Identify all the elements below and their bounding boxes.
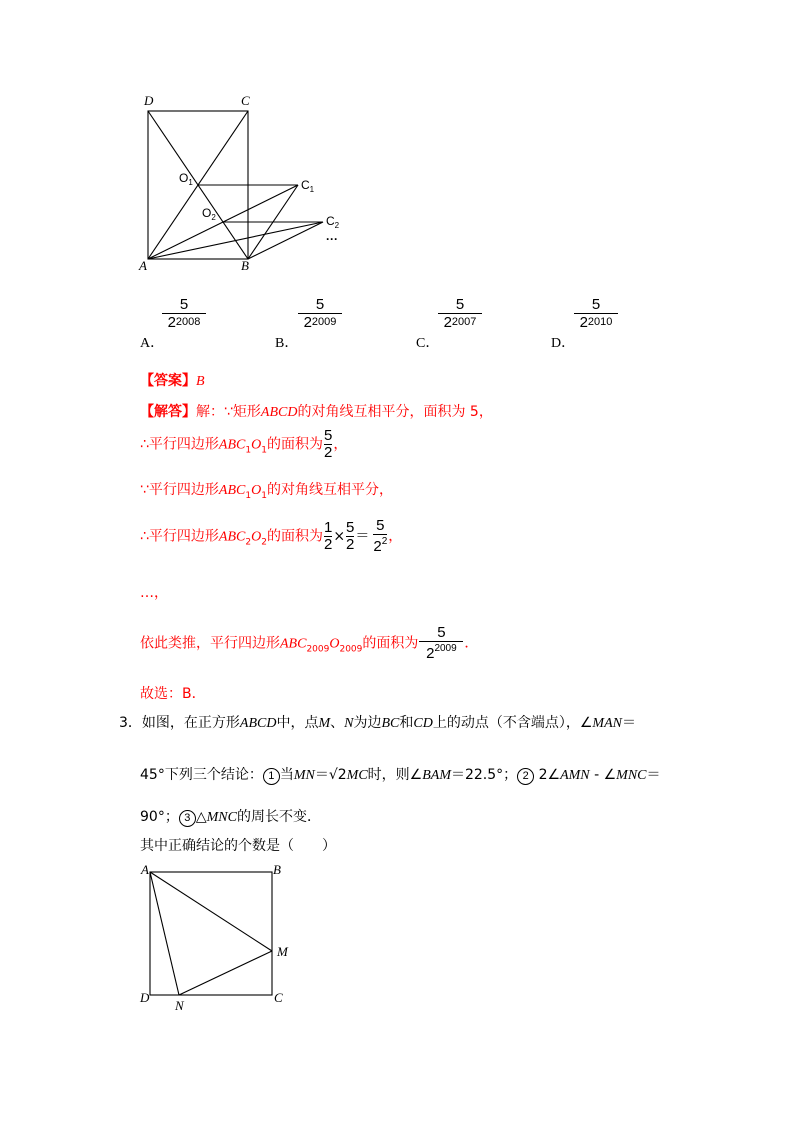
label-A: A bbox=[141, 862, 149, 877]
label-C1: $C_1$ bbox=[301, 178, 315, 194]
analysis-line-1: 【解答】解：∵矩形ABCD的对角线互相平分，面积为 5， bbox=[140, 404, 493, 420]
analysis-line-6: 依此类推，平行四边形$ABC_{2009}O_{2009}$的面积为 $\frac{5}{2^{2009}}$ ． bbox=[140, 624, 479, 662]
analysis-line-2: ∴平行四边形$ABC_1O_1$的面积为 $\frac{5}{2}$ ， bbox=[140, 427, 348, 461]
question-3-line-1: 3．如图，在正方形ABCD中，点M、N为边BC和CD上的动点（不含端点），∠MAN＝ bbox=[119, 715, 636, 731]
label-C2: $C_2$ bbox=[326, 214, 340, 230]
question-3-line-4: 其中正确结论的个数是（ ） bbox=[140, 838, 336, 854]
analysis-line-5: …， bbox=[140, 585, 168, 601]
label-B: B bbox=[273, 862, 281, 877]
option-d-fraction: 5 $2^{2010}$ bbox=[574, 296, 618, 333]
label-C: C bbox=[241, 93, 250, 108]
circled-2-icon: 2 bbox=[517, 768, 534, 785]
figure-rectangle-parallelograms bbox=[130, 88, 360, 278]
label-O2: $O_2$ bbox=[202, 206, 216, 222]
label-C: C bbox=[274, 990, 283, 1005]
analysis-line-3: ∵平行四边形$ABC_1O_1$的对角线互相平分， bbox=[140, 482, 393, 501]
option-d-label[interactable]: D． bbox=[551, 336, 576, 351]
option-b-label[interactable]: B． bbox=[275, 336, 299, 351]
figure-square-abcd bbox=[135, 858, 305, 1018]
circled-1-icon: 1 bbox=[263, 768, 280, 785]
answer-line: 【答案】B bbox=[140, 373, 205, 389]
question-3-line-3: 90°； 3 △MNC的周长不变． bbox=[140, 809, 321, 825]
label-N: N bbox=[175, 998, 184, 1013]
label-D: D bbox=[140, 990, 150, 1005]
label-M: M bbox=[277, 944, 288, 959]
label-D: D bbox=[144, 93, 154, 108]
label-O1: $O_1$ bbox=[179, 171, 193, 187]
analysis-line-7: 故选：B． bbox=[140, 686, 206, 702]
label-A: A bbox=[139, 258, 147, 273]
option-a-fraction: 5 $2^{2008}$ bbox=[162, 296, 206, 333]
option-c-fraction: 5 $2^{2007}$ bbox=[438, 296, 482, 333]
label-B: B bbox=[241, 258, 249, 273]
label-dots: ··· bbox=[326, 232, 338, 246]
circled-3-icon: 3 bbox=[179, 810, 196, 827]
option-c-label[interactable]: C． bbox=[416, 336, 440, 351]
sqrt-2: √2 bbox=[328, 767, 347, 783]
option-b-fraction: 5 $2^{2009}$ bbox=[298, 296, 342, 333]
option-a-label[interactable]: A． bbox=[140, 336, 165, 351]
analysis-line-4: ∴平行四边形$ABC_2O_2$的面积为 $\frac{1}{2}$ × $\frac{5}{2}$ ＝ $\frac{5}{2^2}$ ， bbox=[140, 517, 403, 555]
question-3-line-2: 45°下列三个结论： 1 当MN＝√2MC时，则∠BAM＝22.5°； 2 2∠AMN - ∠MNC＝ bbox=[140, 767, 661, 783]
